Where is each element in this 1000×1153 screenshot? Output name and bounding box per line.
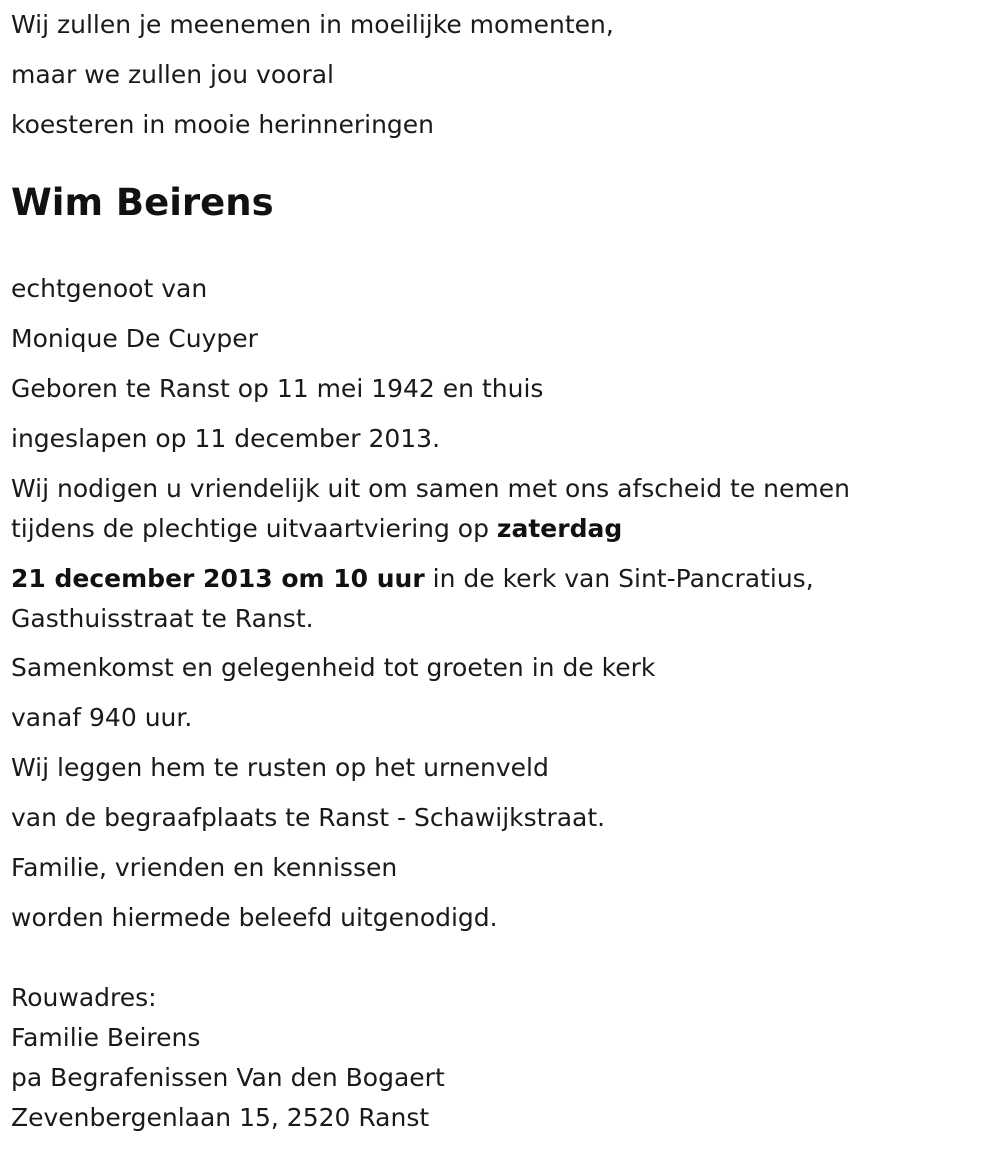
family-line-1: Familie, vrienden en kennissen bbox=[11, 853, 398, 882]
birth-line: Geboren te Ranst op 11 mei 1942 en thuis bbox=[11, 374, 544, 403]
address-line-1: Familie Beirens bbox=[11, 1023, 201, 1052]
relation-line: echtgenoot van bbox=[11, 274, 208, 303]
death-line: ingeslapen op 11 december 2013. bbox=[11, 424, 441, 453]
invitation-line-2-text: tijdens de plechtige uitvaartviering op bbox=[11, 514, 497, 543]
invitation-line-2 bbox=[11, 509, 1000, 549]
family-section bbox=[11, 848, 1000, 938]
invitation-section bbox=[11, 469, 1000, 639]
address-section bbox=[11, 978, 1000, 1138]
deceased-name: Wim Beirens bbox=[11, 181, 274, 224]
gathering-section bbox=[11, 648, 1000, 738]
address-label: Rouwadres: bbox=[11, 983, 157, 1012]
spouse-name: Monique De Cuyper bbox=[11, 324, 258, 353]
poem-line-2: maar we zullen jou vooral bbox=[11, 60, 334, 89]
address-line-3: Zevenbergenlaan 15, 2520 Ranst bbox=[11, 1103, 430, 1132]
invitation-church: in de kerk van Sint-Pancratius, bbox=[424, 564, 814, 593]
address-line-2: pa Begrafenissen Van den Bogaert bbox=[11, 1063, 445, 1092]
burial-line-2: van de begraafplaats te Ranst - Schawijkstraat. bbox=[11, 803, 606, 832]
gathering-line-1: Samenkomst en gelegenheid tot groeten in de kerk bbox=[11, 653, 656, 682]
gathering-line-2: vanaf 940 uur. bbox=[11, 703, 193, 732]
poem-line-3: koesteren in mooie herinneringen bbox=[11, 110, 435, 139]
invitation-date-time: 21 december 2013 om 10 uur bbox=[11, 564, 425, 593]
invitation-line-3 bbox=[11, 559, 1000, 599]
poem bbox=[11, 0, 1000, 145]
invitation-street: Gasthuisstraat te Ranst. bbox=[11, 604, 314, 633]
invitation-day: zaterdag bbox=[496, 514, 623, 543]
family-line-2: worden hiermede beleefd uitgenodigd. bbox=[11, 903, 498, 932]
poem-line-1: Wij zullen je meenemen in moeilijke momenten, bbox=[11, 10, 614, 39]
relation-section bbox=[11, 269, 1000, 459]
invitation-line-1: Wij nodigen u vriendelijk uit om samen met ons afscheid te nemen bbox=[11, 474, 850, 503]
burial-section bbox=[11, 748, 1000, 838]
burial-line-1: Wij leggen hem te rusten op het urnenveld bbox=[11, 753, 549, 782]
